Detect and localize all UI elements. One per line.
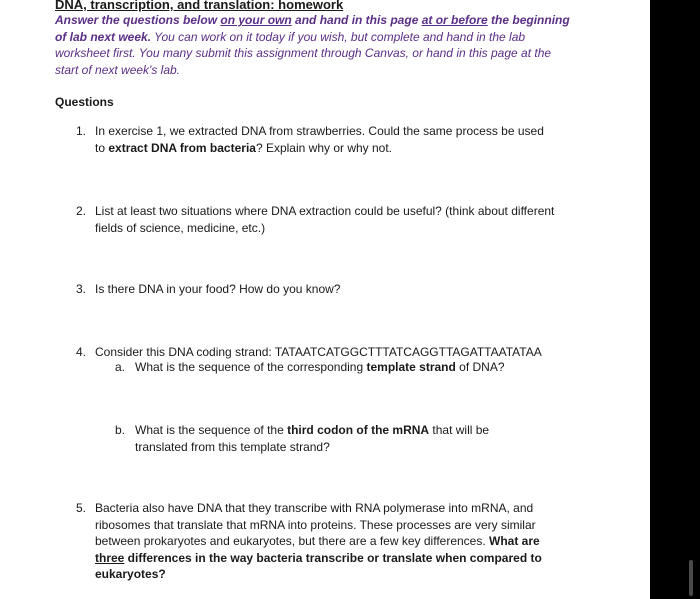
instructions-part2: and hand in this page [291,13,422,27]
question-4a-text-b: of DNA? [455,360,505,374]
question-5-bold-b: differences in the way bacteria transcribe or translate when compared to eukaryotes? [95,550,542,581]
question-5-text-plain: Bacteria also have DNA that they transcribe with RNA polymerase into mRNA, and ribosomes that translate that mRNA into proteins. These processes are very similar between prokaryotes and eukaryotes, but there are a few key differences. [95,501,536,548]
question-1-number: 1. [76,124,87,138]
question-4b-bold: third codon of the mRNA [287,423,430,437]
question-5-text [95,500,546,583]
question-1-text-a: In exercise 1, we extracted DNA from strawberries. Could the same process be used to [95,124,544,155]
question-5 [76,500,546,583]
scrollbar-thumb[interactable] [689,560,693,596]
question-4-text: Consider this DNA coding strand: TATAATCATGGCTTTATCAGGTTAGATTAATATAA [95,345,542,359]
question-2-text: List at least two situations where DNA extraction could be useful? (think about different fields of science, medicine, etc.) [95,204,555,235]
question-4b-label: b. [115,423,126,437]
viewer-side-panel [650,0,700,599]
question-4a-bold: template strand [366,360,456,374]
question-1 [76,123,556,156]
instructions-on-your-own: on your own [220,13,292,27]
question-4-number: 4. [76,345,87,359]
question-4b-text [135,422,500,455]
question-4a-text [135,359,535,376]
question-4b [115,422,500,455]
instructions-part1: Answer the questions below [55,13,221,27]
question-5-number: 5. [76,501,87,515]
question-2 [76,203,556,236]
instructions-rest: You can work on it today if you wish, but complete and hand in the lab worksheet first. You many submit this assignment through Canvas, or hand in this page at the start of next week's lab. [55,29,552,77]
question-3-number: 3. [76,282,87,296]
question-3 [76,281,556,298]
question-5-bold-underlined: three [95,550,125,565]
question-3-text: Is there DNA in your food? How do you know? [95,282,341,296]
question-4a [115,359,535,376]
instructions [55,12,575,78]
question-4a-text-a: What is the sequence of the corresponding [135,360,367,374]
question-1-text [95,123,556,156]
instructions-at-or-before: at or before [421,13,488,27]
question-4b-text-b: that will be translated from this template strand? [135,423,490,454]
question-5-bold-a: What are [489,534,540,548]
document-title: DNA, transcription, and translation: homework [55,0,344,12]
question-2-number: 2. [76,204,87,218]
question-4b-text-a: What is the sequence of the [135,423,288,437]
question-1-text-b: ? Explain why or why not. [255,140,393,155]
questions-heading: Questions [55,95,114,109]
instructions-part3: the beginning of lab next week. [55,13,570,44]
question-1-bold: extract DNA from bacteria [108,140,256,155]
question-4a-label: a. [115,360,126,374]
